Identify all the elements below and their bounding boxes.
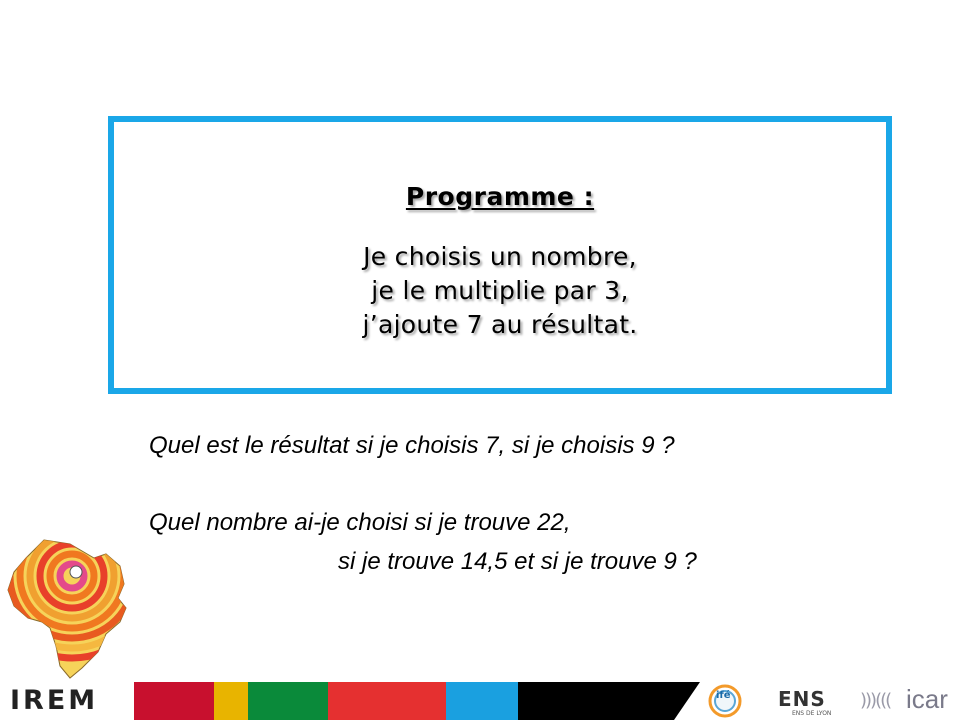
- program-line-3: j’ajoute 7 au résultat.: [362, 310, 638, 339]
- icar-waves-icon: )))(((: [860, 690, 891, 711]
- program-box: [108, 116, 892, 394]
- question-1: Quel est le résultat si je choisis 7, si je choisis 9 ?: [149, 432, 675, 459]
- question-2-line-1: Quel nombre ai-je choisi si je trouve 22,: [149, 509, 571, 536]
- program-title: Programme :: [405, 182, 595, 211]
- ens-sub-label: ENS DE LYON: [792, 710, 832, 717]
- footer-band: [0, 682, 960, 720]
- question-2-line-2: si je trouve 14,5 et si je trouve 9 ?: [338, 548, 697, 575]
- africa-map-logo: [2, 536, 132, 682]
- icar-logo-text: icar: [906, 684, 948, 714]
- ife-label: ifé: [716, 690, 731, 701]
- program-line-1: Je choisis un nombre,: [363, 242, 637, 271]
- program-lines: [114, 240, 886, 342]
- partner-logos: [700, 682, 960, 720]
- irem-logo-text: IREM: [0, 682, 134, 720]
- ens-logo-text: ENS: [778, 687, 826, 711]
- program-line-2: je le multiplie par 3,: [371, 276, 629, 305]
- color-stripes: [134, 682, 700, 720]
